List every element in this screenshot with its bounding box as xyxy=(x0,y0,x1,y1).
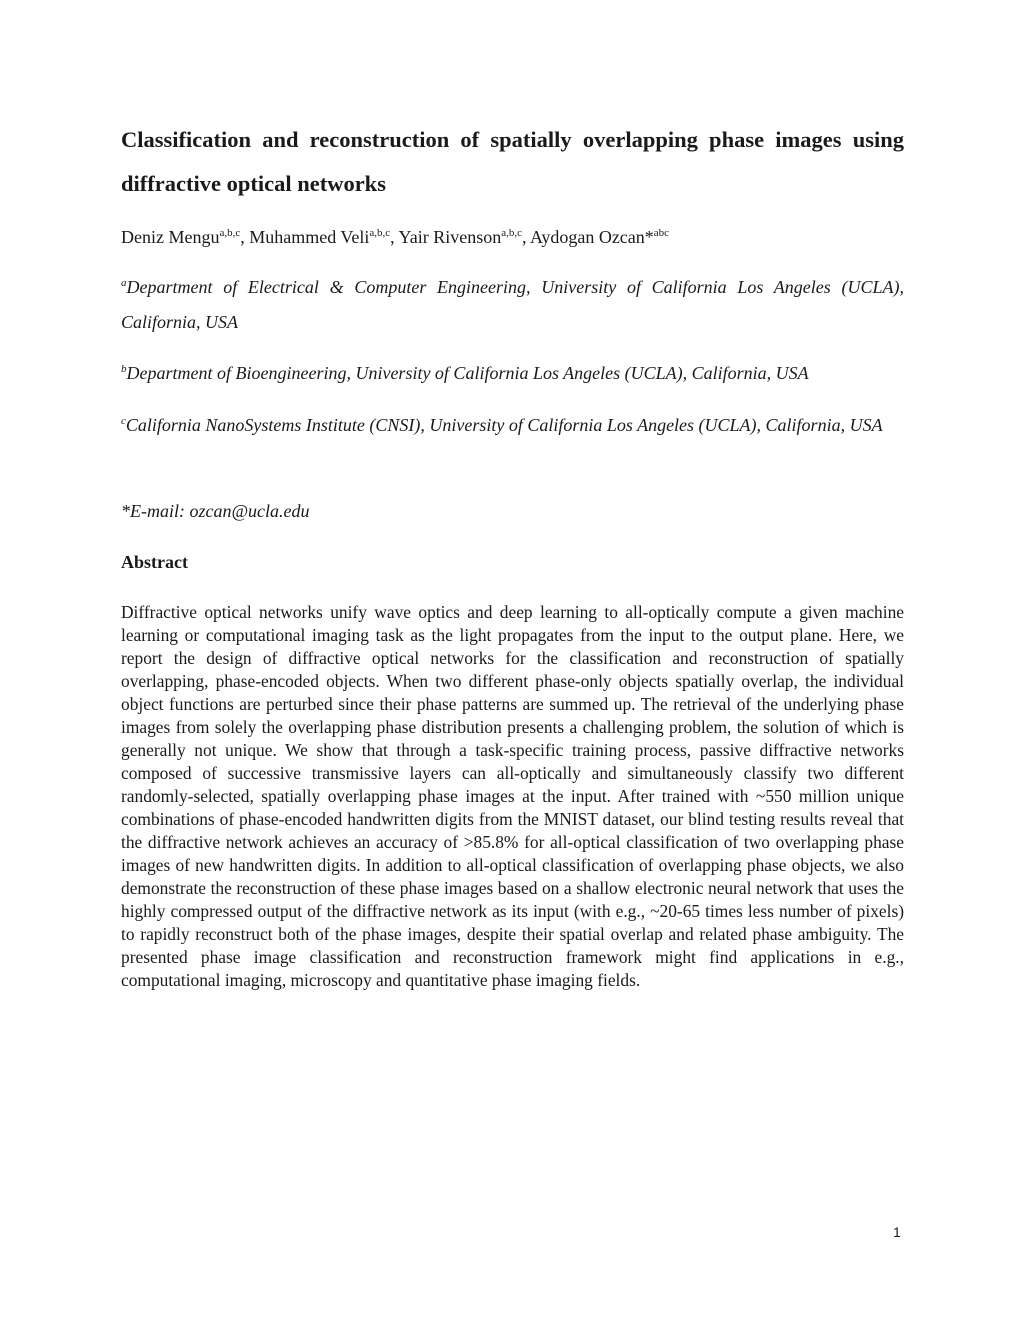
author-name: Aydogan Ozcan* xyxy=(529,227,654,247)
affiliation-text: Department of Bioengineering, University of California Los Angeles (UCLA), California, USA xyxy=(126,363,809,383)
author-list xyxy=(121,223,904,251)
author-name: Deniz Mengu xyxy=(121,227,220,247)
author-separator: , xyxy=(240,227,250,247)
affiliation-text: California NanoSystems Institute (CNSI), University of California Los Angeles (UCLA), California, USA xyxy=(125,415,883,435)
author-separator: , xyxy=(390,227,399,247)
author-name: Muhammed Veli xyxy=(249,227,370,247)
paper-page xyxy=(121,0,904,1325)
paper-title: Classification and reconstruction of spatially overlapping phase images using diffractive optical networks xyxy=(121,127,904,196)
affiliation-mark: c xyxy=(121,415,126,427)
affiliation-c xyxy=(121,408,904,443)
author-name: Yair Rivenson xyxy=(398,227,502,247)
author-separator: , xyxy=(521,227,530,247)
affiliation-mark: a xyxy=(121,277,127,289)
author-affiliation-marks: abc xyxy=(653,227,670,239)
affiliation-a xyxy=(121,270,904,340)
affiliation-b xyxy=(121,356,904,391)
author-affiliation-marks: a,b,c xyxy=(219,227,241,239)
author-affiliation-marks: a,b,c xyxy=(369,227,391,239)
abstract-body: Diffractive optical networks unify wave optics and deep learning to all-optically compute a given machine learning or computational imaging task as the light propagates from the input to the output plane. Here, we report the design of diffractive optical networks for the classification and reconstruction of spatially overlapping, phase-encoded objects. When two different phase-only objects spatially overlap, the individual object functions are perturbed since their phase patterns are summed up. The retrieval of the underlying phase images from solely the overlapping phase distribution presents a challenging problem, the solution of which is generally not unique. We show that through a task-specific training process, passive diffractive networks composed of successive transmissive layers can all-optically and simultaneously classify two different randomly-selected, spatially overlapping phase images at the input. After trained with ~550 million unique combinations of phase-encoded handwritten digits from the MNIST dataset, our blind testing results reveal that the diffractive network achieves an accuracy of >85.8% for all-optical classification of two overlapping phase images of new handwritten digits. In addition to all-optical classification of overlapping phase objects, we also demonstrate the reconstruction of these phase images based on a shallow electronic neural network that uses the highly compressed output of the diffractive network as its input (with e.g., ~20-65 times less number of pixels) to rapidly reconstruct both of the phase images, despite their spatial overlap and related phase ambiguity. The presented phase image classification and reconstruction framework might find applications in e.g., computational imaging, microscopy and quantitative phase imaging fields. xyxy=(121,602,904,990)
author-affiliation-marks: a,b,c xyxy=(501,227,522,239)
abstract-heading: Abstract xyxy=(121,552,188,572)
affiliation-text: Department of Electrical & Computer Engineering, University of California Los Angeles (UCLA), California, USA xyxy=(121,277,904,332)
contact-email: *E-mail: ozcan@ucla.edu xyxy=(121,501,310,521)
page-number: 1 xyxy=(893,1224,901,1240)
affiliation-mark: b xyxy=(121,363,127,375)
